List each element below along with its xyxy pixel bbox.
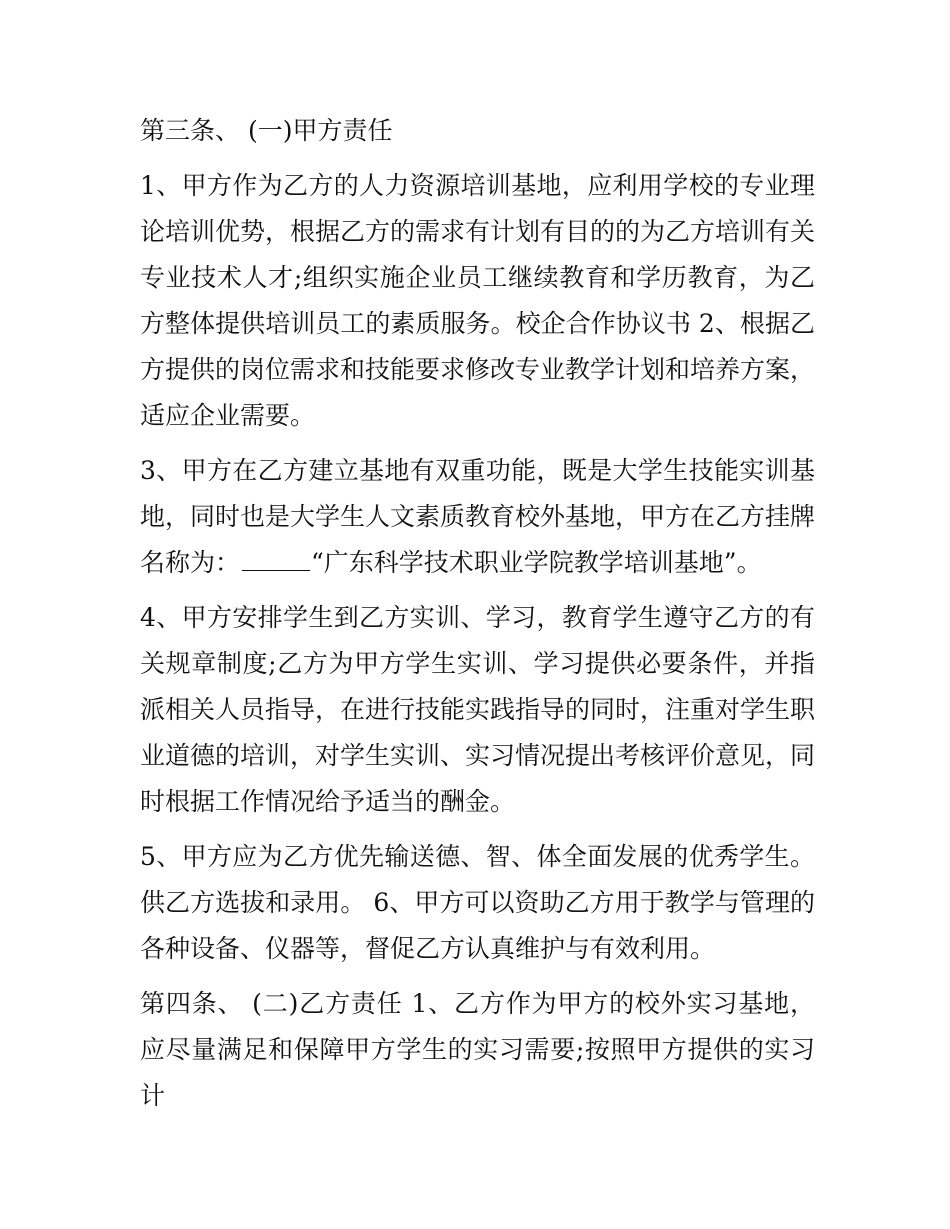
- name-line-suffix: “广东科学技术职业学院教学培训基地”。: [311, 548, 762, 577]
- paragraph-clause-4: 4、甲方安排学生到乙方实训、学习，教育学生遵守乙方的有关规章制度;乙方为甲方学生实训、学习提供必要条件，并指派相关人员指导，在进行技能实践指导的同时，注重对学生职业道德的培训，对学生实训、实习情况提出考核评价意见，同时根据工作情况给予适当的酬金。: [140, 603, 816, 816]
- paragraph-clause-3: [140, 448, 815, 586]
- article-3-heading: 第三条、 (一)甲方责任: [140, 116, 393, 145]
- fill-in-blank: [242, 548, 310, 571]
- article-4-paragraph: 第四条、 (二)乙方责任 1、乙方作为甲方的校外实习基地，应尽量满足和保障甲方学生的实习需要;按照甲方提供的实习计: [140, 989, 815, 1110]
- document-body: [140, 108, 815, 1128]
- name-line-prefix: 名称为：: [140, 548, 241, 577]
- paragraph-clause-1-2: 1、甲方作为乙方的人力资源培训基地，应利用学校的专业理论培训优势，根据乙方的需求有计划有目的的为乙方培训有关专业技术人才;组织实施企业员工继续教育和学历教育，为乙方整体提供培训员工的素质服务。校企合作协议书 2、根据乙方提供的岗位需求和技能要求修改专业教学计划和培养方案，适应企业需要。: [140, 171, 816, 430]
- paragraph-clause-5-6: 5、甲方应为乙方优先输送德、智、体全面发展的优秀学生。供乙方选拔和录用。 6、甲方可以资助乙方用于教学与管理的各种设备、仪器等，督促乙方认真维护与有效利用。: [140, 842, 815, 963]
- clause-3-text: 3、甲方在乙方建立基地有双重功能，既是大学生技能实训基地，同时也是大学生人文素质教育校外基地，甲方在乙方挂牌: [140, 456, 816, 531]
